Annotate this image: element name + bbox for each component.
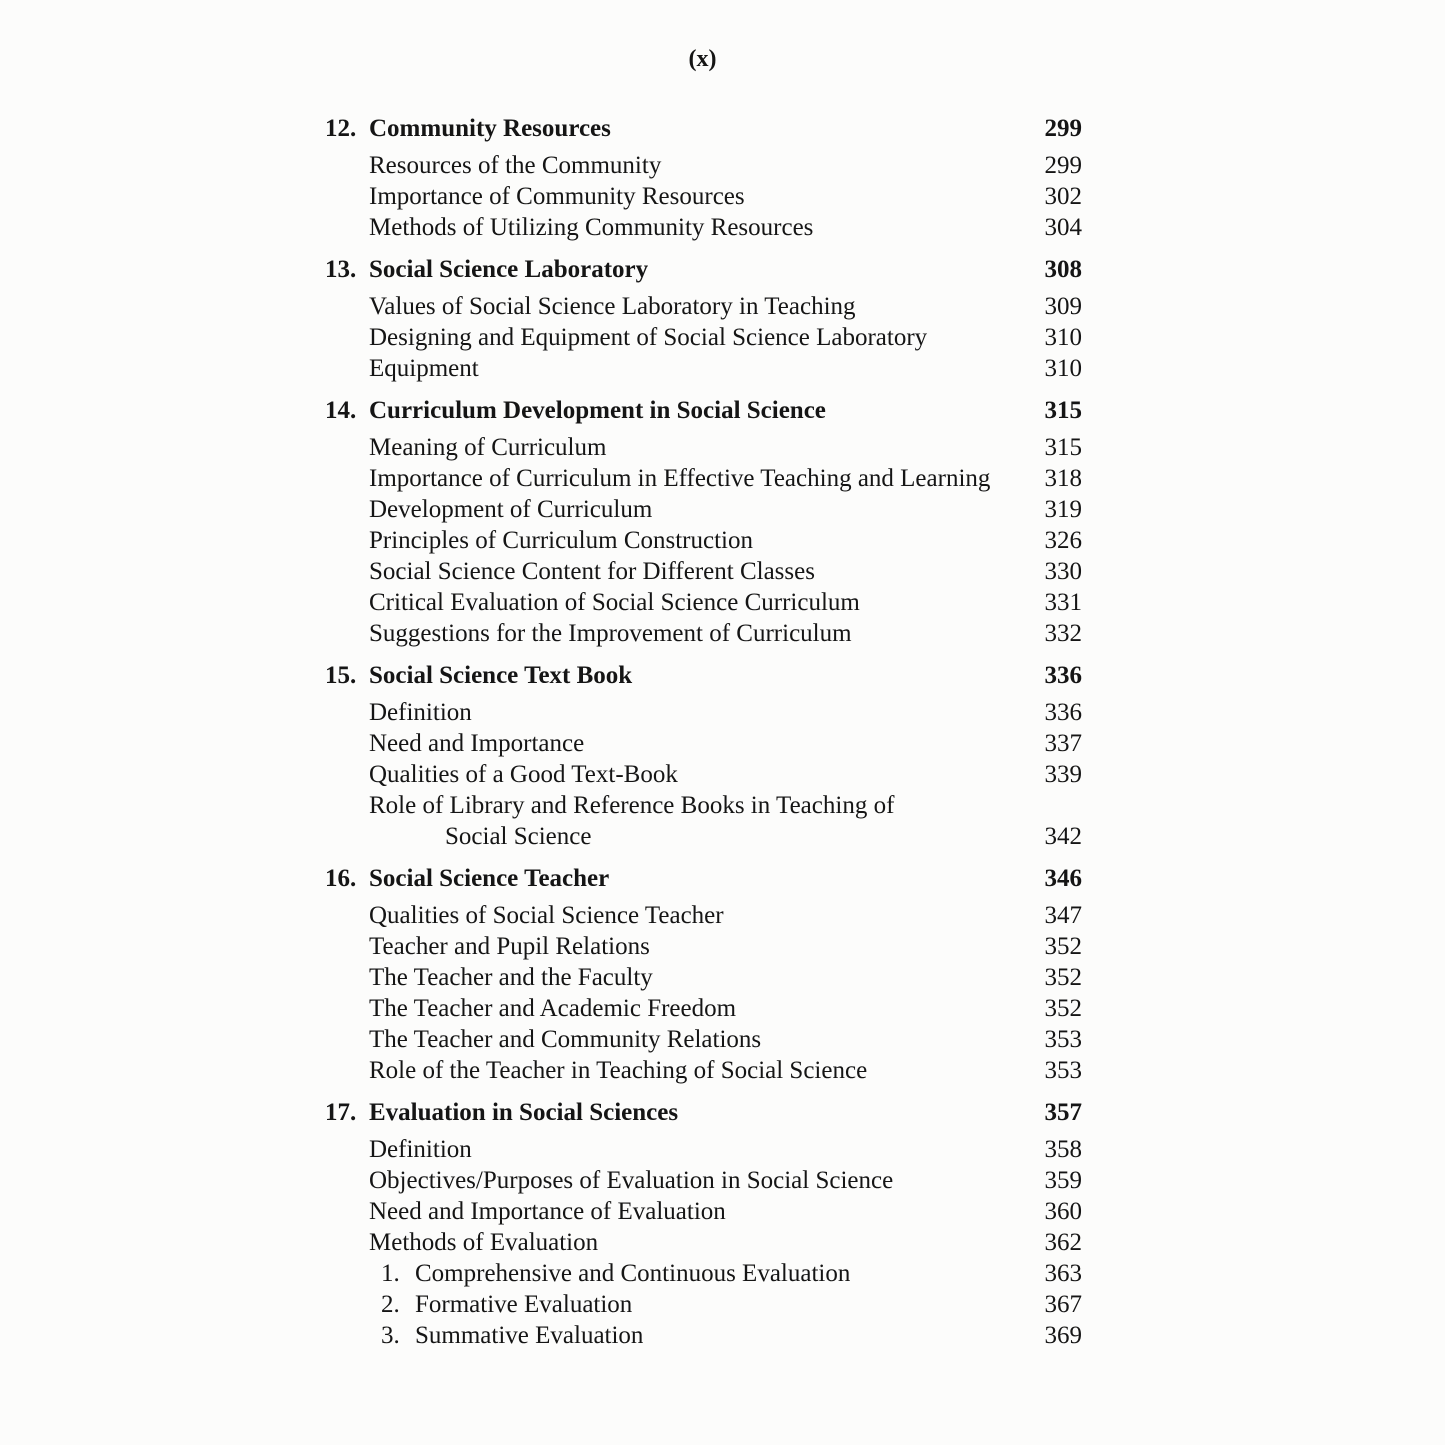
entry-page-number: 367	[1044, 1291, 1082, 1318]
entry-page-number: 302	[1044, 183, 1082, 210]
entry-title: The Teacher and Academic Freedom	[369, 995, 737, 1022]
entry-title: Teacher and Pupil Relations	[369, 933, 650, 960]
entry-title: Objectives/Purposes of Evaluation in Social Science	[369, 1167, 894, 1194]
toc-entry	[325, 699, 1082, 730]
entry-page-number: 332	[1044, 620, 1082, 647]
toc-entry	[325, 496, 1082, 527]
entry-title-continuation: Social Science	[445, 823, 592, 850]
entry-title: Designing and Equipment of Social Science Laboratory	[369, 324, 928, 351]
entry-page-number: 336	[1044, 699, 1082, 726]
chapter-page-number: 336	[1044, 662, 1082, 689]
entry-page-number: 310	[1044, 324, 1082, 351]
entry-page-number: 363	[1044, 1260, 1082, 1287]
entry-title: Formative Evaluation	[415, 1291, 633, 1318]
toc-entry	[325, 1291, 1082, 1322]
entry-title: Equipment	[369, 355, 479, 382]
chapter-number: 13.	[325, 256, 357, 283]
toc-entry	[325, 1057, 1082, 1088]
chapter-heading	[325, 397, 1082, 434]
chapter-title: Social Science Teacher	[369, 865, 610, 892]
toc-entry	[325, 1136, 1082, 1167]
toc-entry	[325, 1026, 1082, 1057]
entry-title: Summative Evaluation	[415, 1322, 644, 1349]
toc-entry	[325, 527, 1082, 558]
toc-entry	[325, 995, 1082, 1026]
entry-page-number: 347	[1044, 902, 1082, 929]
entry-page-number: 315	[1044, 434, 1082, 461]
entry-page-number: 318	[1044, 465, 1082, 492]
entry-page-number: 352	[1044, 964, 1082, 991]
chapter-heading	[325, 865, 1082, 902]
entry-title: The Teacher and the Faculty	[369, 964, 653, 991]
entry-title: Meaning of Curriculum	[369, 434, 607, 461]
chapter-heading	[325, 1099, 1082, 1136]
entry-page-number: 309	[1044, 293, 1082, 320]
toc-chapter	[325, 865, 1082, 1088]
toc-entry	[325, 620, 1082, 651]
toc-entry	[325, 214, 1082, 245]
toc-entry	[325, 1260, 1082, 1291]
entry-page-number: 369	[1044, 1322, 1082, 1349]
entry-page-number: 353	[1044, 1026, 1082, 1053]
entry-page-number: 342	[1044, 823, 1082, 850]
entry-page-number: 331	[1044, 589, 1082, 616]
chapter-number: 12.	[325, 115, 357, 142]
page-label: (x)	[688, 46, 717, 72]
toc-chapter	[325, 397, 1082, 651]
chapter-heading	[325, 256, 1082, 293]
entry-title: Values of Social Science Laboratory in Teaching	[369, 293, 856, 320]
toc-entry	[325, 761, 1082, 792]
chapter-number: 16.	[325, 865, 357, 892]
entry-title: Social Science Content for Different Classes	[369, 558, 815, 585]
entry-title: Need and Importance	[369, 730, 585, 757]
chapter-page-number: 315	[1044, 397, 1082, 424]
toc-entry-continuation	[325, 823, 1082, 854]
entry-title: Methods of Utilizing Community Resources	[369, 214, 814, 241]
entry-page-number: 299	[1044, 152, 1082, 179]
chapter-page-number: 357	[1044, 1099, 1082, 1126]
chapter-page-number: 346	[1044, 865, 1082, 892]
entry-page-number: 358	[1044, 1136, 1082, 1163]
entry-title: Qualities of a Good Text-Book	[369, 761, 678, 788]
entry-title: Definition	[369, 1136, 472, 1163]
entry-page-number: 330	[1044, 558, 1082, 585]
entry-title: Methods of Evaluation	[369, 1229, 599, 1256]
toc-entry	[325, 558, 1082, 589]
toc-entry	[325, 902, 1082, 933]
entry-title: Need and Importance of Evaluation	[369, 1198, 726, 1225]
toc-entry	[325, 933, 1082, 964]
toc-entry	[325, 465, 1082, 496]
entry-page-number: 339	[1044, 761, 1082, 788]
entry-page-number: 352	[1044, 933, 1082, 960]
toc-chapter	[325, 662, 1082, 854]
entry-page-number: 353	[1044, 1057, 1082, 1084]
toc-chapter	[325, 256, 1082, 386]
chapter-heading	[325, 115, 1082, 152]
entry-page-number: 362	[1044, 1229, 1082, 1256]
entry-title: Development of Curriculum	[369, 496, 653, 523]
entry-sub-number: 3.	[381, 1322, 400, 1349]
toc-entry	[325, 355, 1082, 386]
entry-title: Comprehensive and Continuous Evaluation	[415, 1260, 851, 1287]
toc-entry	[325, 434, 1082, 465]
entry-sub-number: 2.	[381, 1291, 400, 1318]
chapter-title: Curriculum Development in Social Science	[369, 397, 826, 424]
entry-title: Role of Library and Reference Books in Teaching of	[369, 792, 895, 819]
toc-entry	[325, 1322, 1082, 1353]
entry-page-number: 359	[1044, 1167, 1082, 1194]
entry-title: Qualities of Social Science Teacher	[369, 902, 724, 929]
entry-title: Principles of Curriculum Construction	[369, 527, 753, 554]
entry-page-number: 304	[1044, 214, 1082, 241]
toc-entry	[325, 183, 1082, 214]
toc-entry	[325, 152, 1082, 183]
chapter-number: 15.	[325, 662, 357, 689]
entry-sub-number: 1.	[381, 1260, 400, 1287]
chapter-title: Evaluation in Social Sciences	[369, 1099, 679, 1126]
toc-entry	[325, 730, 1082, 761]
entry-title: The Teacher and Community Relations	[369, 1026, 762, 1053]
chapter-title: Social Science Text Book	[369, 662, 633, 689]
chapter-heading	[325, 662, 1082, 699]
entry-page-number: 310	[1044, 355, 1082, 382]
toc-entry	[325, 1229, 1082, 1260]
entry-title: Critical Evaluation of Social Science Curriculum	[369, 589, 860, 616]
entry-title: Role of the Teacher in Teaching of Social Science	[369, 1057, 868, 1084]
chapter-number: 14.	[325, 397, 357, 424]
toc-entry	[325, 1198, 1082, 1229]
entry-title: Importance of Community Resources	[369, 183, 745, 210]
toc-chapter	[325, 115, 1082, 245]
entry-page-number: 352	[1044, 995, 1082, 1022]
entry-title: Importance of Curriculum in Effective Teaching and Learning	[369, 465, 991, 492]
table-of-contents	[325, 115, 1082, 1364]
entry-page-number: 360	[1044, 1198, 1082, 1225]
toc-entry	[325, 589, 1082, 620]
chapter-title: Social Science Laboratory	[369, 256, 649, 283]
chapter-page-number: 299	[1044, 115, 1082, 142]
entry-page-number: 337	[1044, 730, 1082, 757]
entry-page-number: 319	[1044, 496, 1082, 523]
chapter-page-number: 308	[1044, 256, 1082, 283]
entry-title: Resources of the Community	[369, 152, 662, 179]
toc-entry	[325, 964, 1082, 995]
entry-title: Suggestions for the Improvement of Curriculum	[369, 620, 852, 647]
chapter-number: 17.	[325, 1099, 357, 1126]
entry-page-number: 326	[1044, 527, 1082, 554]
entry-title: Definition	[369, 699, 472, 726]
toc-entry	[325, 324, 1082, 355]
toc-chapter	[325, 1099, 1082, 1353]
chapter-title: Community Resources	[369, 115, 611, 142]
toc-entry	[325, 792, 1082, 823]
toc-entry	[325, 1167, 1082, 1198]
toc-entry	[325, 293, 1082, 324]
